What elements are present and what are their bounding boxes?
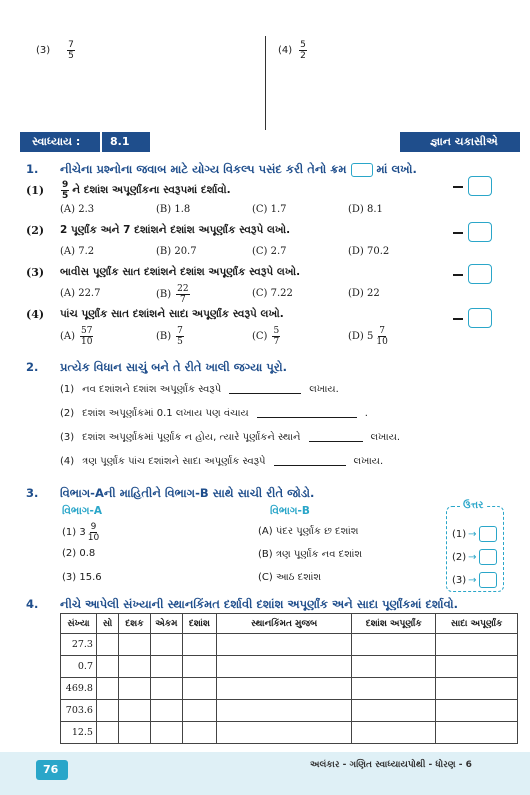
- fraction: $\frac{9}{5}$: [62, 180, 69, 201]
- column-b-row-2: (B) ત્રણ પૂર્ણાંક નવ દશાંશ: [258, 549, 363, 560]
- column-a-row-1: (1) 3 $\frac{9}{10}$: [62, 522, 100, 543]
- table-header-row: સંખ્યા સો દશક એકમ દશાંશ સ્થાનકિંમત મુજબ દશાંશ અપૂર્ણાંક સાદા અપૂર્ણાંક: [61, 614, 518, 634]
- section-1-title: નીચેના પ્રશ્નોના જવાબ માટે યોગ્ય વિકલ્પ પસંદ કરી તેનો ક્રમ માં લખો.: [60, 162, 417, 176]
- answer-row-2: (2) →: [452, 549, 497, 565]
- table-row: 12.5: [61, 722, 518, 744]
- table-row: 469.8: [61, 678, 518, 700]
- table-row: 0.7: [61, 656, 518, 678]
- column-b-row-1: (A) પંદર પૂર્ણાંક છ દશાંશ: [258, 526, 359, 537]
- footer-band: [0, 752, 530, 795]
- fraction: $\frac{7}{5}$: [68, 40, 74, 61]
- section-3-title: વિભાગ-Aની માહિતીને વિભાગ-B સાથે સાચી રીતે જોડો.: [60, 486, 315, 500]
- arrow-right-icon: →: [468, 551, 477, 563]
- option-b: (B) $\frac{22}{7}$: [156, 284, 189, 305]
- option-d: (D) 5 $\frac{7}{10}$: [348, 326, 388, 347]
- answer-box[interactable]: [479, 572, 497, 588]
- column-b-row-3: (C) આઠ દશાંશ: [258, 572, 322, 583]
- fill-item-3: (3) દશાંશ અપૂર્ણાંકમાં પૂર્ણાંક ન હોય, ત્યારે પૂર્ણાંકને સ્થાને લખાય.: [60, 432, 401, 443]
- fraction: $\frac{7}{5}$: [177, 326, 183, 347]
- option-a: (A) $\frac{57}{10}$: [60, 326, 93, 347]
- section-2-title: પ્રત્યેક વિધાન સાચું બને તે રીતે ખાલી જગ્યા પૂરો.: [60, 360, 288, 374]
- exercise-banner: [20, 132, 520, 152]
- column-a-heading: વિભાગ-A: [62, 505, 103, 517]
- blank-field[interactable]: [257, 408, 357, 418]
- section-4-number: 4.: [26, 597, 39, 611]
- answer-box-2[interactable]: [468, 222, 492, 242]
- answer-box-3[interactable]: [468, 264, 492, 284]
- top-right-item: (4) $\frac{5}{2}$: [278, 40, 306, 61]
- fraction: $\frac{7}{10}$: [376, 326, 388, 347]
- fraction: $\frac{22}{7}$: [177, 284, 189, 305]
- answer-row-3: (3) →: [452, 572, 497, 588]
- option-b: (B) $\frac{7}{5}$: [156, 326, 183, 347]
- fraction: $\frac{57}{10}$: [81, 326, 93, 347]
- question-2-text: 2 પૂર્ણાંક અને 7 દશાંશને દશાંશ અપૂર્ણાંક સ્વરૂપે લખો.: [60, 224, 291, 236]
- top-divider: [265, 36, 266, 130]
- blank-field[interactable]: [309, 432, 363, 442]
- question-1-text: $\frac{9}{5}$ ને દશાંશ અપૂર્ણાંકના સ્વરૂપમાં દર્શાવો.: [62, 180, 231, 201]
- arrow-right-icon: →: [468, 528, 477, 540]
- banner-right-label: જ્ઞાન ચકાસીએ: [430, 135, 498, 148]
- answer-box[interactable]: [479, 526, 497, 542]
- answer-label: ઉત્તર: [460, 500, 486, 511]
- footer-title: અલંકાર - ગણિત સ્વાધ્યાયપોથી - ધોરણ - 6: [310, 760, 472, 770]
- answer-box-4[interactable]: [468, 308, 492, 328]
- section-2-number: 2.: [26, 360, 39, 374]
- place-value-table: [60, 613, 518, 744]
- fill-item-4: (4) ત્રણ પૂર્ણાંક પાંચ દશાંશને સાદા અપૂર્ણાંક સ્વરૂપે લખાય.: [60, 456, 384, 467]
- section-4-title: નીચે આપેલી સંખ્યાની સ્થાનકિંમત દર્શાવી દશાંશ અપૂર્ણાંક અને સાદા પૂર્ણાંકમાં દર્શાવો.: [60, 597, 458, 611]
- blank-field[interactable]: [274, 456, 346, 466]
- fraction: $\frac{5}{2}$: [300, 40, 306, 61]
- answer-row-1: (1) →: [452, 526, 497, 542]
- answer-box[interactable]: [479, 549, 497, 565]
- banner-number: 8.1: [110, 135, 130, 148]
- fraction: $\frac{9}{10}$: [87, 522, 100, 543]
- blank-field[interactable]: [229, 384, 301, 394]
- column-b-heading: વિભાગ-B: [270, 505, 310, 517]
- top-left-item: (3) $\frac{7}{5}$: [36, 40, 74, 61]
- page-number: 76: [43, 763, 59, 776]
- fill-item-2: (2) દશાંશ અપૂર્ણાંકમાં 0.1 લખાય પણ વંચાય .: [60, 408, 368, 419]
- option-c: (C) $\frac{5}{7}$: [252, 326, 280, 347]
- answer-box-1[interactable]: [468, 176, 492, 196]
- table-row: 27.3: [61, 634, 518, 656]
- column-a-row-3: (3) 15.6: [62, 572, 102, 583]
- arrow-right-icon: →: [468, 574, 477, 586]
- inline-answer-box: [351, 163, 373, 177]
- fill-item-1: (1) નવ દશાંશને દશાંશ અપૂર્ણાંક સ્વરૂપે લખાય.: [60, 384, 339, 395]
- column-a-row-2: (2) 0.8: [62, 548, 96, 559]
- table-row: 703.6: [61, 700, 518, 722]
- question-4-text: પાંચ પૂર્ણાંક સાત દશાંશને સાદા અપૂર્ણાંક સ્વરૂપે લખો.: [60, 308, 284, 320]
- banner-left-label: સ્વાધ્યાય :: [32, 135, 81, 148]
- question-3-text: બાવીસ પૂર્ણાંક સાત દશાંશને દશાંશ અપૂર્ણાંક સ્વરૂપે લખો.: [60, 266, 301, 278]
- section-1-number: 1.: [26, 162, 39, 176]
- fraction: $\frac{5}{7}$: [273, 326, 280, 347]
- section-3-number: 3.: [26, 486, 39, 500]
